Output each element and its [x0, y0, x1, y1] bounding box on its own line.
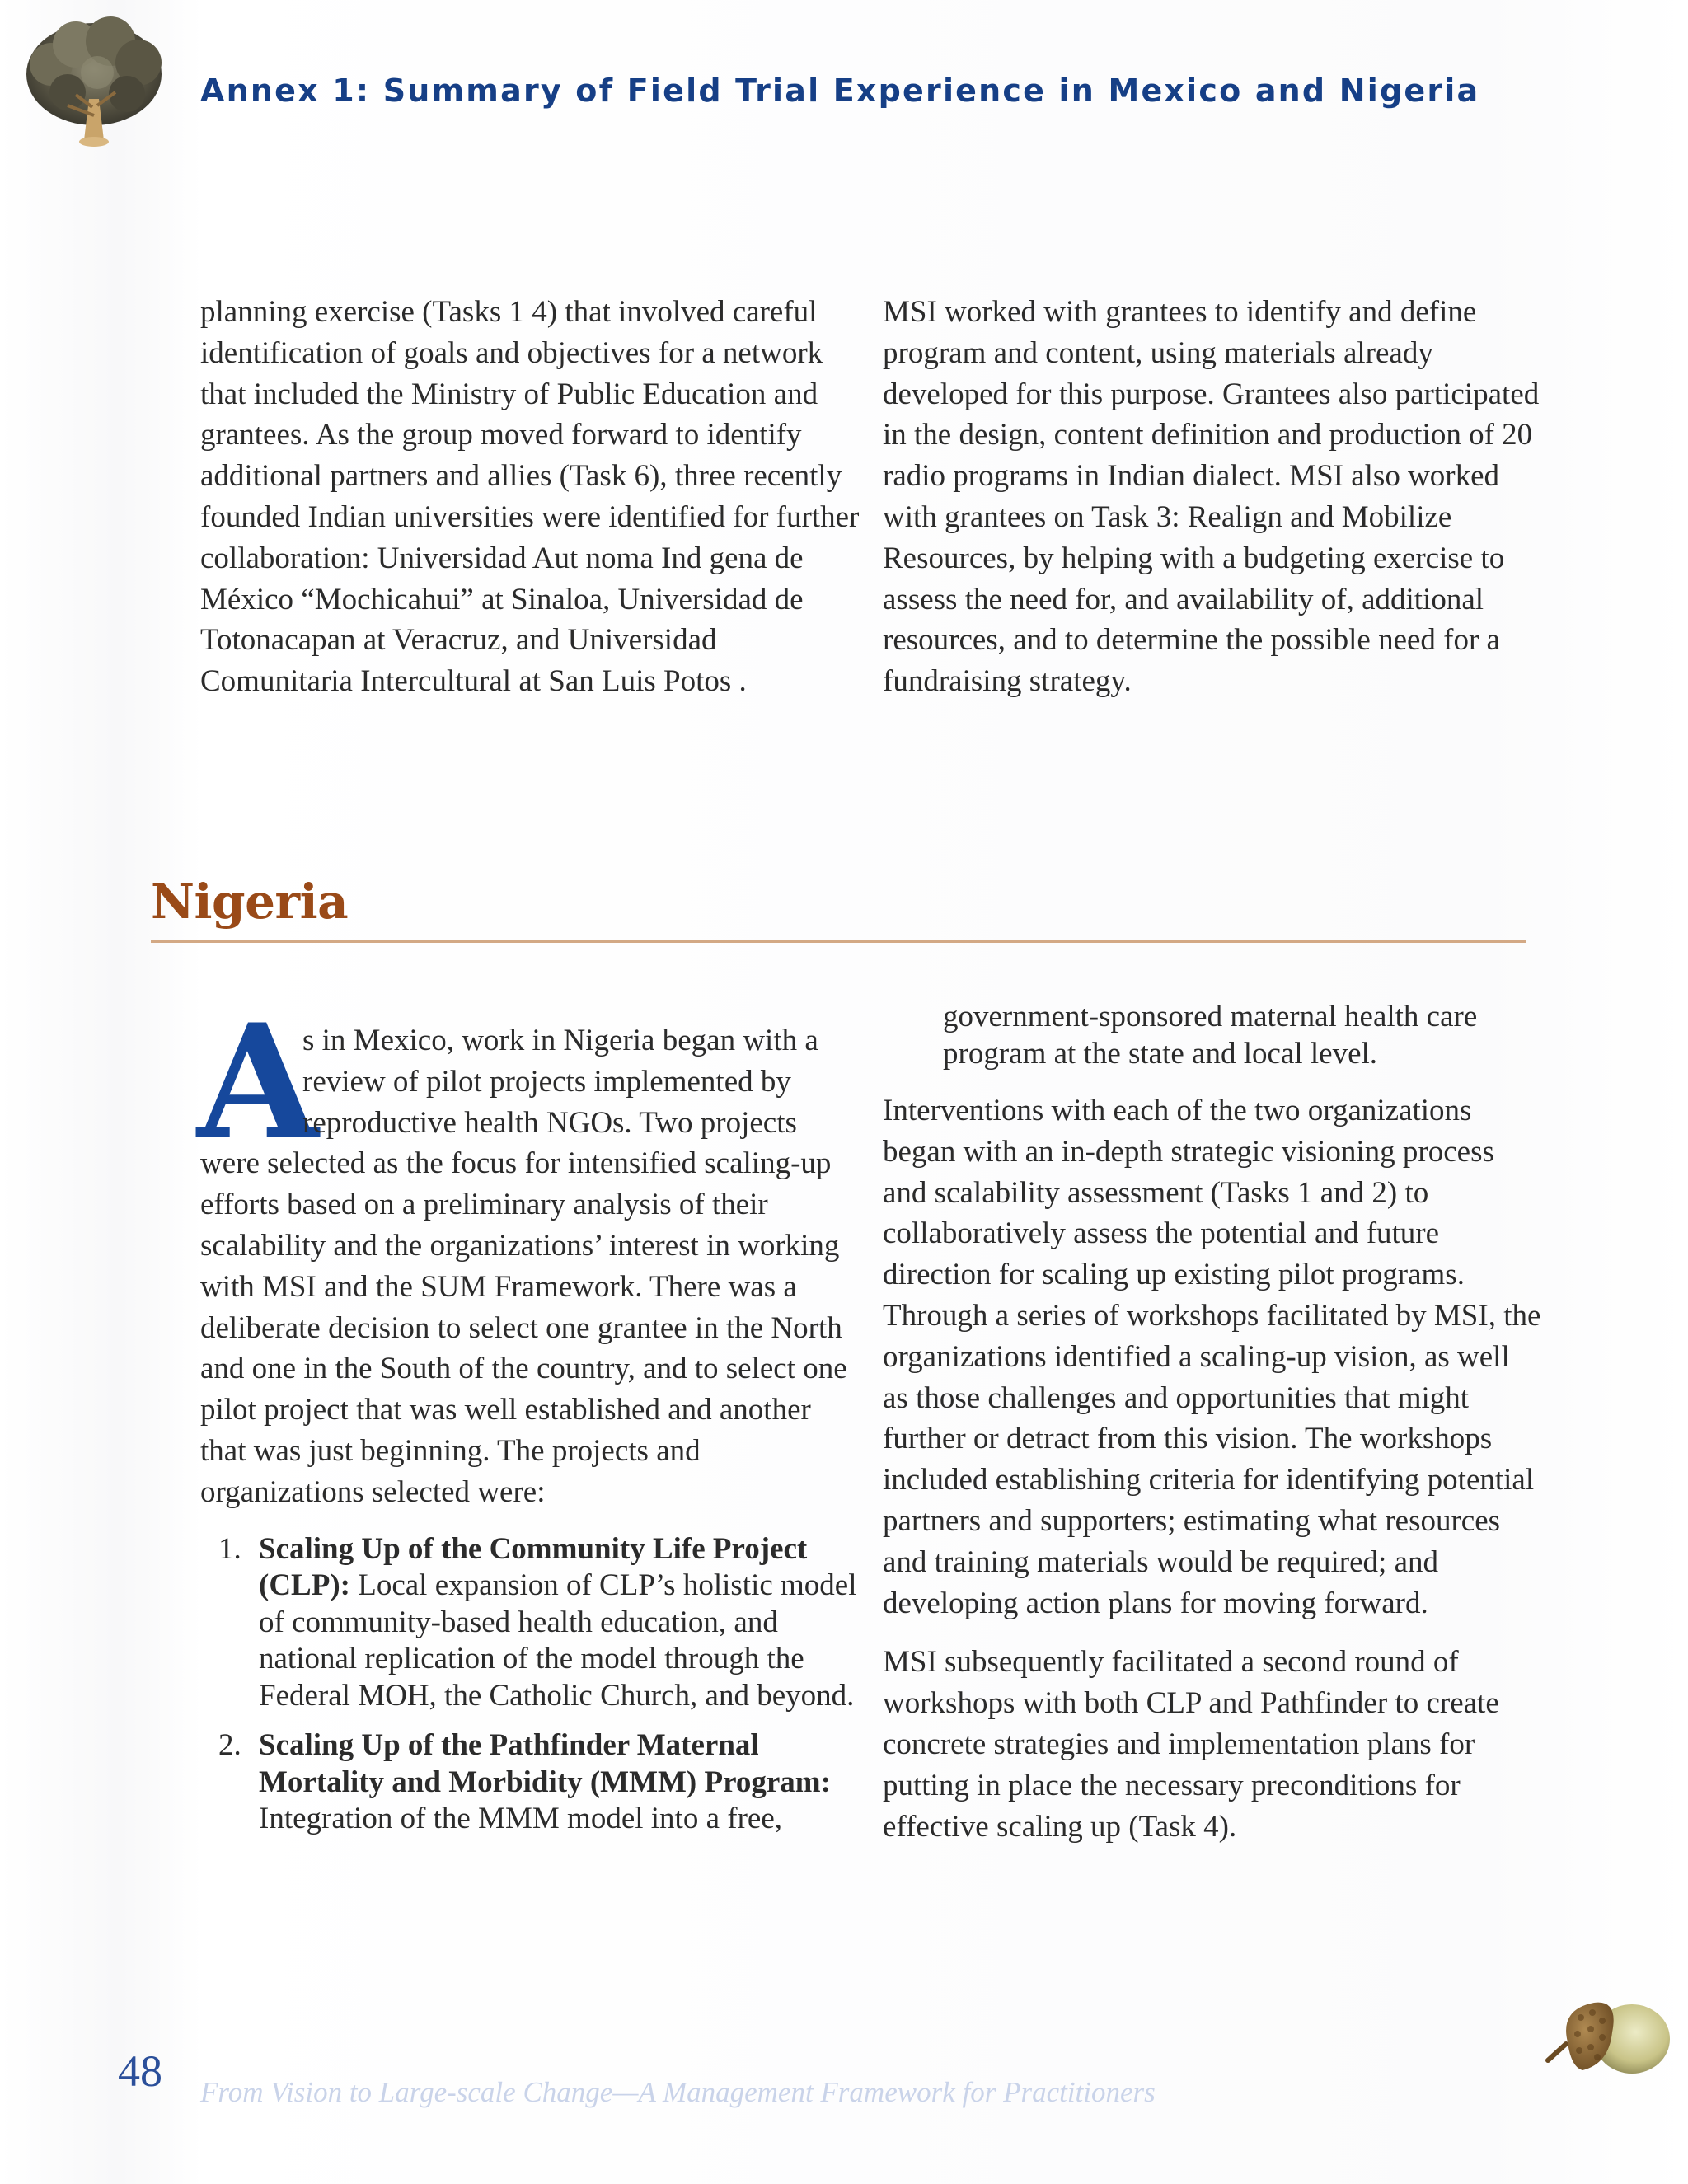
- top-left-paragraph: planning exercise (Tasks 1 4) that involved careful identification of goals and objectives for a network that included the Ministry of Public Education and grantees. As the group moved forward to identify additional partners and allies (Task 6), three recently founded Indian universities were identified for further collaboration: Universidad Aut noma Ind gena de México “Mochicahui” at Sinaloa, Universidad de Totonacapan at Veracruz, and Universidad Comunitaria Intercultural at San Luis Potos .: [200, 295, 860, 699]
- list-item-number: 1.: [218, 1531, 241, 1566]
- project-list: [200, 1531, 860, 1838]
- list-item-title: Scaling Up of the Community Life Project (CLP):: [259, 1531, 808, 1603]
- intro-paragraph: s in Mexico, work in Nigeria began with a review of pilot projects implemented by reproductive health NGOs. Two projects were selected as the focus for intensified scaling-up efforts based on a preliminary analysis of their scalability and the organizations’ interest in working with MSI and the SUM Framework. There was a deliberate decision to select one grantee in the North and one in the South of the country, and to select one pilot project that was well established and another that was just beginning. The projects and organizations selected were:: [200, 1024, 847, 1509]
- interventions-paragraph: Interventions with each of the two organizations began with an in-depth strategic visioning process and scalability assessment (Tasks 1 and 2) to collaboratively assess the potential and future direction for scaling up existing pilot programs. Through a series of workshops facilitated by MSI, the organizations identified a scaling-up vision, as well as those challenges and opportunities that might further or detract from this vision. The workshops included establishing criteria for identifying potential partners and supporters; estimating what resources and training materials would be required; and developing action plans for moving forward.: [883, 1094, 1541, 1620]
- bottom-right-column: [883, 999, 1542, 1847]
- top-left-column: [200, 292, 860, 702]
- section-divider: [151, 940, 1526, 943]
- tree-logo-icon: [18, 16, 166, 157]
- list-item-text: Integration of the MMM model into a free,: [259, 1802, 782, 1836]
- bottom-left-column: [197, 990, 860, 1851]
- top-right-paragraph: MSI worked with grantees to identify and define program and content, using materials already developed for this purpose. Grantees also participated in the design, content definition and production of 20 radio programs in Indian dialect. MSI also worked with grantees on Task 3: Realign and Mobilize Resources, by helping with a budgeting exercise to assess the need for, and availability of, additional resources, and to determine the possible need for a fundraising strategy.: [883, 295, 1540, 699]
- section-title-nigeria: Nigeria: [151, 874, 349, 930]
- footer-book-title: From Vision to Large-scale Change—A Management Framework for Practitioners: [200, 2076, 1156, 2108]
- list-item: [200, 1531, 860, 1715]
- annex-header: Annex 1: Summary of Field Trial Experience in Mexico and Nigeria: [200, 73, 1480, 109]
- list-item: [200, 1727, 860, 1838]
- list-item-number: 2.: [218, 1728, 241, 1763]
- list-item-title: Scaling Up of the Pathfinder Maternal Mortality and Morbidity (MMM) Program:: [259, 1728, 831, 1799]
- second-round-paragraph: MSI subsequently facilitated a second round of workshops with both CLP and Pathfinder to create concrete strategies and implementation plans for putting in place the necessary preconditions for effective scaling up (Task 4).: [883, 1645, 1499, 1844]
- drop-cap: A: [197, 990, 319, 1174]
- acorn-icon: [1543, 1985, 1675, 2092]
- list-item-text: Local expansion of CLP’s holistic model of community-based health education, and national replication of the model through the Federal MOH, the Catholic Church, and beyond.: [259, 1568, 857, 1713]
- list-continuation: government-sponsored maternal health care program at the state and local level.: [943, 1000, 1478, 1071]
- top-right-column: [883, 292, 1542, 702]
- page-number: 48: [118, 2046, 162, 2096]
